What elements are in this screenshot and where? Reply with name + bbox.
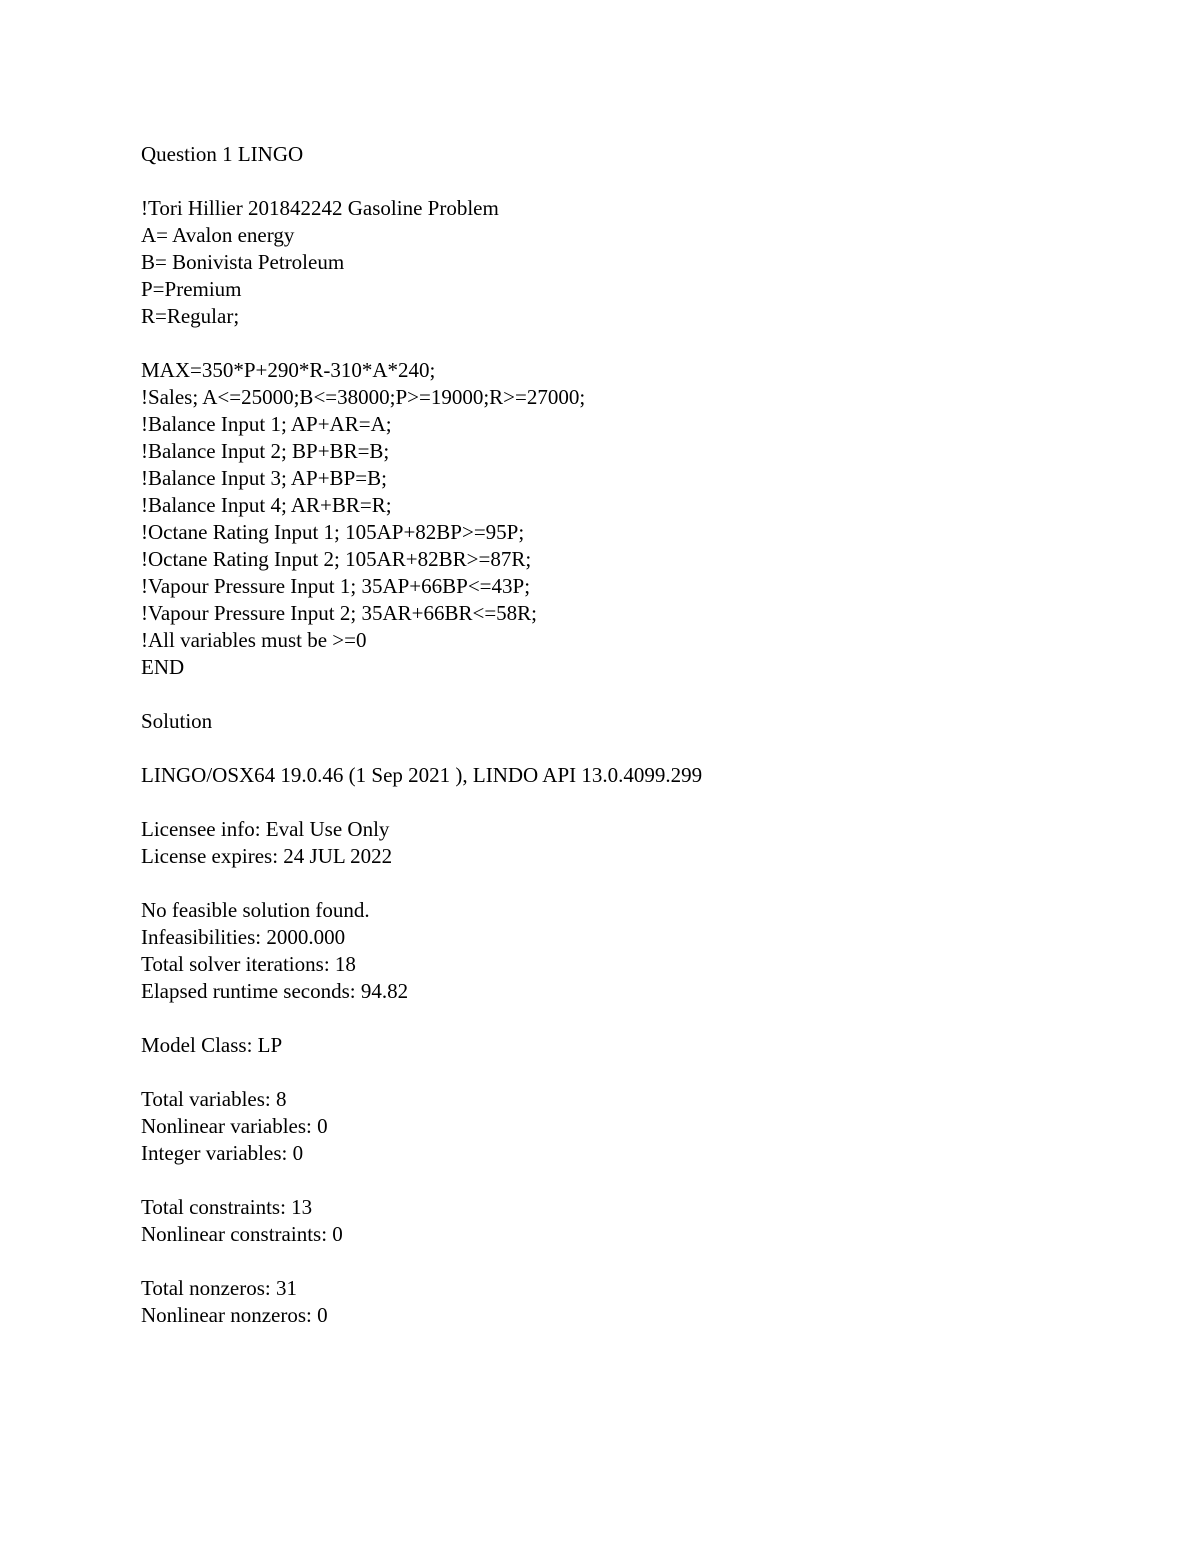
model-header-line: R=Regular; <box>141 304 240 328</box>
model-body-block <box>141 357 1101 681</box>
question-heading: Question 1 LINGO <box>141 142 304 166</box>
status-line: Infeasibilities: 2000.000 <box>141 925 346 949</box>
status-line: No feasible solution found. <box>141 898 370 922</box>
status-line: Total solver iterations: 18 <box>141 952 356 976</box>
model-line: !Balance Input 4; AR+BR=R; <box>141 493 392 517</box>
variables-line: Total variables: 8 <box>141 1087 287 1111</box>
model-line: !Octane Rating Input 2; 105AR+82BR>=87R; <box>141 547 532 571</box>
constraints-block <box>141 1194 1101 1248</box>
version-line: LINGO/OSX64 19.0.46 (1 Sep 2021 ), LINDO API 13.0.4099.299 <box>141 763 703 787</box>
license-block <box>141 816 1101 870</box>
model-line: !Balance Input 1; AP+AR=A; <box>141 412 392 436</box>
constraints-line: Total constraints: 13 <box>141 1195 313 1219</box>
model-line: !Balance Input 3; AP+BP=B; <box>141 466 387 490</box>
variables-line: Nonlinear variables: 0 <box>141 1114 328 1138</box>
license-line: License expires: 24 JUL 2022 <box>141 844 393 868</box>
model-header-block <box>141 195 1101 330</box>
model-line: !Balance Input 2; BP+BR=B; <box>141 439 390 463</box>
model-line: !Octane Rating Input 1; 105AP+82BP>=95P; <box>141 520 525 544</box>
variables-block <box>141 1086 1101 1167</box>
model-class-line: Model Class: LP <box>141 1033 283 1057</box>
model-line: END <box>141 655 185 679</box>
model-header-line: A= Avalon energy <box>141 223 295 247</box>
license-line: Licensee info: Eval Use Only <box>141 817 390 841</box>
version-block <box>141 762 1101 789</box>
model-line: MAX=350*P+290*R-310*A*240; <box>141 358 436 382</box>
nonzeros-block <box>141 1275 1101 1329</box>
question-heading-block <box>141 141 1101 168</box>
model-line: !Vapour Pressure Input 2; 35AR+66BR<=58R; <box>141 601 538 625</box>
constraints-line: Nonlinear constraints: 0 <box>141 1222 343 1246</box>
model-header-line: !Tori Hillier 201842242 Gasoline Problem <box>141 196 499 220</box>
model-header-line: P=Premium <box>141 277 242 301</box>
model-line: !Vapour Pressure Input 1; 35AP+66BP<=43P; <box>141 574 531 598</box>
solution-heading-block <box>141 708 1101 735</box>
solution-heading: Solution <box>141 709 213 733</box>
nonzeros-line: Nonlinear nonzeros: 0 <box>141 1303 328 1327</box>
status-line: Elapsed runtime seconds: 94.82 <box>141 979 409 1003</box>
model-line: !Sales; A<=25000;B<=38000;P>=19000;R>=27000; <box>141 385 586 409</box>
document-content <box>141 141 1101 1356</box>
status-block <box>141 897 1101 1005</box>
nonzeros-line: Total nonzeros: 31 <box>141 1276 297 1300</box>
variables-line: Integer variables: 0 <box>141 1141 304 1165</box>
model-class-block <box>141 1032 1101 1059</box>
model-header-line: B= Bonivista Petroleum <box>141 250 345 274</box>
model-line: !All variables must be >=0 <box>141 628 367 652</box>
